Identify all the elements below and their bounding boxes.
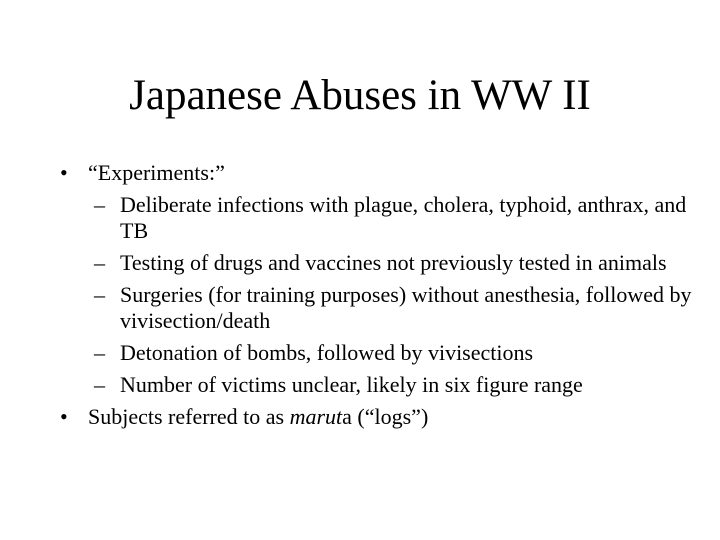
bullet-text-end: a (“logs”) [342, 404, 429, 429]
bullet-text [88, 404, 428, 429]
dash-marker: – [94, 250, 105, 275]
subitem-text: Detonation of bombs, followed by vivisections [120, 340, 534, 365]
subitem-drug-testing [60, 250, 700, 276]
subitem-surgeries [60, 282, 700, 334]
subitem-text: Number of victims unclear, likely in six figure range [120, 372, 583, 397]
subitem-text: Deliberate infections with plague, cholera, typhoid, anthrax, and TB [120, 192, 687, 243]
subitem-text: Testing of drugs and vaccines not previously tested in animals [120, 250, 667, 275]
subitem-bombs [60, 340, 700, 366]
slide-body [60, 160, 700, 430]
slide-title: Japanese Abuses in WW II [129, 72, 591, 119]
bullet-text-italic: marut [289, 404, 343, 429]
subitem-victims [60, 372, 700, 398]
bullet-experiments [60, 160, 700, 186]
dash-marker: – [94, 340, 105, 365]
bullet-text-start: Subjects referred to as [88, 404, 290, 429]
bullet-marker: • [60, 160, 68, 185]
dash-marker: – [94, 372, 105, 397]
dash-marker: – [94, 192, 105, 217]
subitem-infections [60, 192, 700, 244]
dash-marker: – [94, 282, 105, 307]
bullet-text: “Experiments:” [88, 160, 225, 185]
bullet-marker: • [60, 404, 68, 429]
subitem-text: Surgeries (for training purposes) without anesthesia, followed by vivisection/death [120, 282, 692, 333]
bullet-subjects [60, 404, 700, 430]
